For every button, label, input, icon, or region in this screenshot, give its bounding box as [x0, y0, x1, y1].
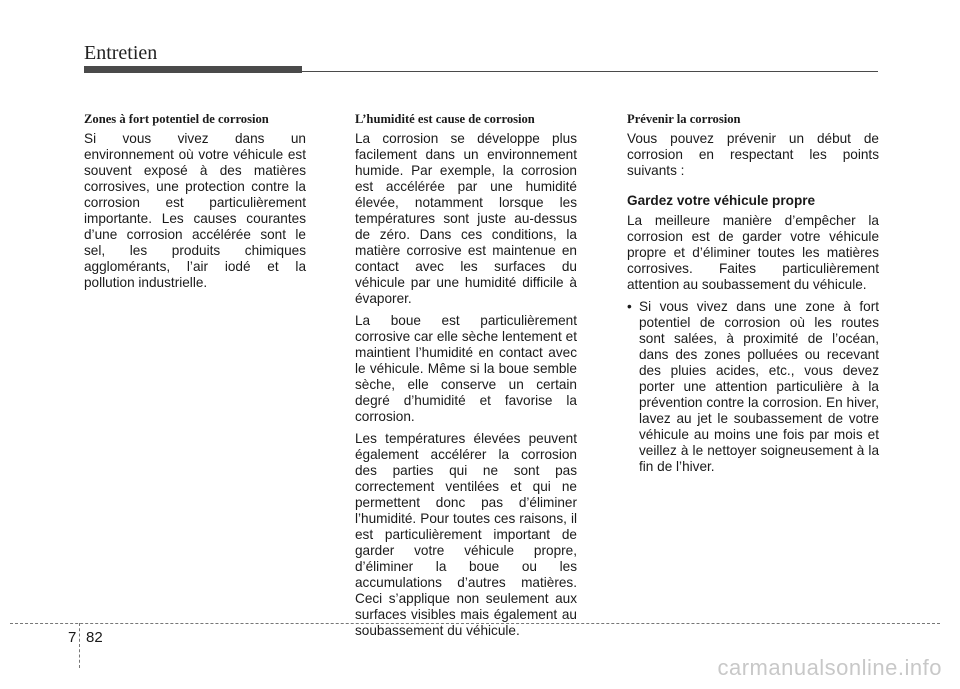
page-number: 82 [86, 629, 103, 646]
bullet-icon: • [627, 299, 632, 314]
heading-prevent-corrosion: Prévenir la corrosion [627, 112, 741, 126]
column-3 [627, 111, 879, 475]
chapter-number: 7 [68, 629, 77, 646]
heading-corrosion-zones: Zones à fort potentiel de corrosion [84, 112, 269, 126]
list-item [627, 299, 879, 475]
header-rule-thick [84, 66, 302, 73]
footer-dashed-line [10, 623, 940, 624]
header-rule-thin [302, 71, 878, 72]
paragraph: Si vous vivez dans un environnement où votre véhicule est souvent exposé à des matières corrosives, une protection contre la corrosion est particulièrement importante. Les causes courantes d’une corrosion accélérée sont le sel, les produits chimiques agglomérants, l’air iodé et la pollution industrielle. [84, 131, 306, 290]
column-1 [84, 111, 306, 297]
paragraph: La corrosion se développe plus facilement dans un environnement humide. Par exemple, la corrosion est accélérée par une humidité élevée, notamment lorsque les températures sont juste au-dessus de zéro. Dans ces conditions, la matière corrosive est maintenue en contact avec les surfaces du véhicule par une humidité difficile à évaporer. [355, 131, 577, 306]
bullet-list [627, 299, 879, 475]
subheading-keep-clean: Gardez votre véhicule propre [627, 193, 816, 208]
paragraph: Vous pouvez prévenir un début de corrosion en respectant les points suivants : [627, 131, 879, 178]
footer-dashed-divider [79, 623, 80, 668]
list-item-text: Si vous vivez dans une zone à fort potentiel de corrosion où les routes sont salées, à proximité de l’océan, dans des zones polluées ou recevant des pluies acides, etc., vous devez porter une attention particulière à la prévention contre la corrosion. En hiver, lavez au jet le soubassement de votre véhicule au moins une fois par mois et veillez à le nettoyer soigneusement à la fin de l’hiver. [639, 299, 879, 474]
paragraph: La boue est particulièrement corrosive car elle sèche lentement et maintient l’humidité en contact avec le véhicule. Même si la boue semble sèche, elle conserve un certain degré d’humidité et favorise la corrosion. [355, 313, 577, 424]
column-2 [355, 111, 577, 645]
heading-humidity: L’humidité est cause de corrosion [355, 112, 535, 126]
watermark: carmanualsonline.info [717, 655, 942, 680]
paragraph: Les températures élevées peuvent également accélérer la corrosion des parties qui ne sont pas correctement ventilées et qui ne permettent donc pas d’éliminer l’humidité. Pour toutes ces raisons, il est particulièrement important de garder votre véhicule propre, d’éliminer la boue ou les accumulations d’autres matières. Ceci s’applique non seulement aux surfaces visibles mais également au soubassement du véhicule. [355, 431, 577, 638]
paragraph: La meilleure manière d’empêcher la corrosion est de garder votre véhicule propre et d’éliminer toutes les matières corrosives. Faites particulièrement attention au soubassement du véhicule. [627, 213, 879, 292]
section-title: Entretien [84, 42, 158, 64]
